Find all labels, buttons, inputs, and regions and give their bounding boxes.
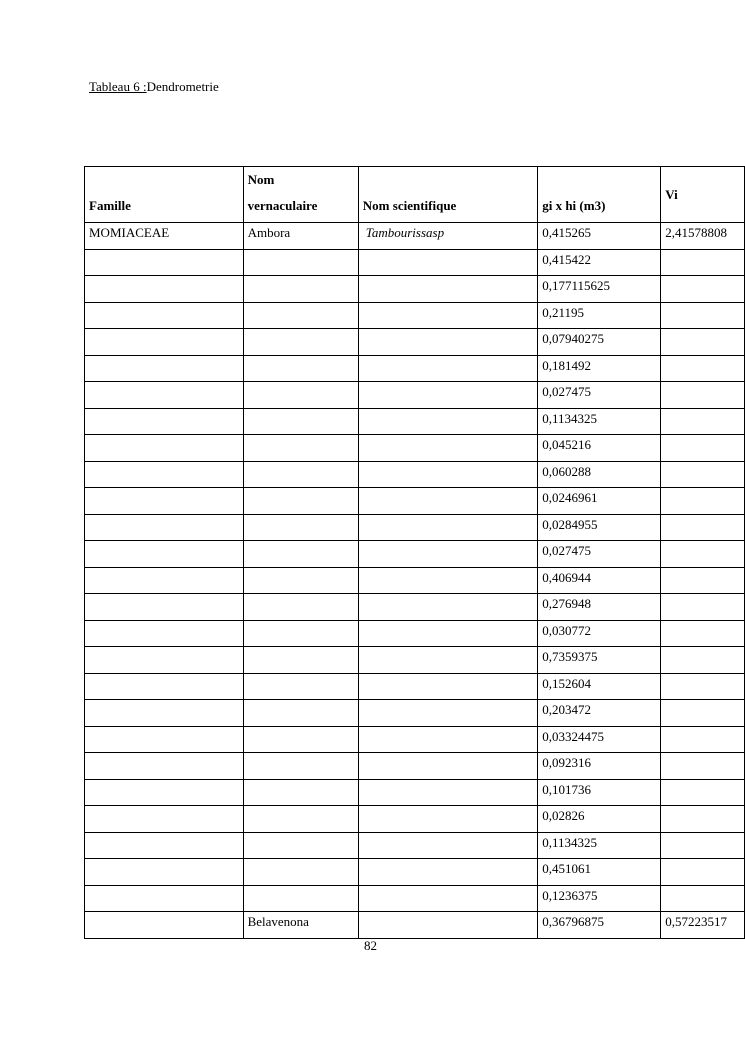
cell-vi [661,249,745,276]
table-row [85,779,745,806]
cell-famille [85,594,244,621]
cell-gi-hi: 0,1236375 [538,885,661,912]
table-row [85,859,745,886]
cell-gi-hi: 0,415422 [538,249,661,276]
cell-gi-hi: 0,101736 [538,779,661,806]
cell-famille [85,514,244,541]
cell-nom-vernaculaire [243,514,358,541]
cell-nom-vernaculaire [243,806,358,833]
cell-nom-scientifique: Tambourissasp [358,223,537,250]
table-row [85,249,745,276]
cell-nom-scientifique [358,541,537,568]
cell-vi [661,779,745,806]
cell-vi [661,726,745,753]
table-row [85,541,745,568]
cell-gi-hi: 0,21195 [538,302,661,329]
cell-vi: 0,57223517 [661,912,745,939]
table-row [85,647,745,674]
cell-nom-vernaculaire [243,541,358,568]
cell-famille [85,461,244,488]
cell-nom-scientifique [358,276,537,303]
cell-nom-vernaculaire [243,276,358,303]
cell-vi [661,514,745,541]
cell-famille [85,488,244,515]
cell-nom-scientifique [358,249,537,276]
cell-nom-vernaculaire [243,302,358,329]
cell-vi [661,541,745,568]
cell-nom-vernaculaire [243,726,358,753]
cell-nom-scientifique [358,885,537,912]
cell-vi [661,488,745,515]
table-row [85,302,745,329]
cell-nom-scientifique [358,382,537,409]
table-row [85,753,745,780]
caption-title: Dendrometrie [146,79,219,94]
cell-vi [661,276,745,303]
cell-famille [85,435,244,462]
cell-famille [85,249,244,276]
table-row [85,382,745,409]
cell-famille [85,673,244,700]
cell-nom-scientifique [358,859,537,886]
cell-nom-vernaculaire [243,355,358,382]
cell-vi [661,567,745,594]
cell-nom-vernaculaire [243,435,358,462]
table-row [85,408,745,435]
cell-nom-scientifique [358,567,537,594]
cell-vi [661,885,745,912]
cell-famille [85,806,244,833]
cell-famille [85,700,244,727]
cell-nom-vernaculaire [243,673,358,700]
cell-gi-hi: 0,152604 [538,673,661,700]
cell-nom-scientifique [358,832,537,859]
cell-nom-vernaculaire [243,488,358,515]
cell-gi-hi: 0,027475 [538,382,661,409]
cell-famille [85,832,244,859]
cell-nom-scientifique [358,806,537,833]
cell-gi-hi: 0,276948 [538,594,661,621]
cell-nom-vernaculaire [243,647,358,674]
cell-nom-scientifique [358,673,537,700]
cell-vi [661,594,745,621]
cell-nom-vernaculaire [243,382,358,409]
cell-vi [661,355,745,382]
cell-vi [661,620,745,647]
header-gi-hi: gi x hi (m3) [538,167,661,223]
cell-nom-scientifique [358,302,537,329]
cell-famille [85,408,244,435]
table-row [85,223,745,250]
cell-vi [661,461,745,488]
cell-nom-vernaculaire: Ambora [243,223,358,250]
table-row [85,276,745,303]
table-header-row [85,167,745,223]
cell-gi-hi: 0,1134325 [538,408,661,435]
table-row [85,726,745,753]
header-nom-vernaculaire-line1: Nom [247,172,275,187]
table-row [85,885,745,912]
cell-nom-vernaculaire [243,859,358,886]
cell-famille [85,329,244,356]
cell-nom-scientifique [358,726,537,753]
cell-nom-vernaculaire [243,753,358,780]
cell-nom-vernaculaire [243,408,358,435]
cell-vi [661,753,745,780]
table-row [85,912,745,939]
cell-famille [85,647,244,674]
table-row [85,832,745,859]
cell-gi-hi: 0,092316 [538,753,661,780]
cell-nom-scientifique [358,912,537,939]
header-vi: Vi [661,167,745,223]
table-row [85,700,745,727]
cell-gi-hi: 0,060288 [538,461,661,488]
cell-famille [85,276,244,303]
header-nom-vernaculaire-line2: vernaculaire [247,198,318,213]
cell-gi-hi: 0,030772 [538,620,661,647]
cell-gi-hi: 0,181492 [538,355,661,382]
cell-gi-hi: 0,177115625 [538,276,661,303]
cell-gi-hi: 0,0246961 [538,488,661,515]
cell-famille [85,620,244,647]
dendrometry-table [84,166,745,939]
cell-famille [85,726,244,753]
cell-gi-hi: 0,451061 [538,859,661,886]
cell-nom-scientifique [358,779,537,806]
cell-vi [661,832,745,859]
cell-vi [661,673,745,700]
cell-famille [85,859,244,886]
cell-nom-scientifique [358,329,537,356]
table-row [85,435,745,462]
caption-prefix: Tableau 6 : [89,79,147,94]
table-row [85,514,745,541]
cell-gi-hi: 0,36796875 [538,912,661,939]
cell-nom-scientifique [358,620,537,647]
cell-famille: MOMIACEAE [85,223,244,250]
cell-gi-hi: 0,415265 [538,223,661,250]
cell-gi-hi: 0,203472 [538,700,661,727]
cell-nom-vernaculaire [243,249,358,276]
cell-gi-hi: 0,7359375 [538,647,661,674]
page-number: 82 [364,938,377,953]
cell-gi-hi: 0,02826 [538,806,661,833]
cell-nom-scientifique [358,408,537,435]
header-nom-scientifique: Nom scientifique [358,167,537,223]
cell-gi-hi: 0,03324475 [538,726,661,753]
table-row [85,673,745,700]
table-row [85,594,745,621]
table-caption [89,79,219,95]
cell-famille [85,382,244,409]
cell-nom-vernaculaire [243,594,358,621]
header-famille: Famille [85,167,244,223]
cell-vi: 2,41578808 [661,223,745,250]
cell-nom-scientifique [358,753,537,780]
cell-vi [661,382,745,409]
cell-vi [661,302,745,329]
cell-nom-scientifique [358,435,537,462]
cell-nom-scientifique [358,594,537,621]
cell-vi [661,700,745,727]
table-body [85,223,745,939]
cell-nom-scientifique [358,514,537,541]
cell-nom-vernaculaire [243,832,358,859]
cell-nom-scientifique [358,488,537,515]
cell-gi-hi: 0,07940275 [538,329,661,356]
cell-nom-vernaculaire [243,885,358,912]
cell-gi-hi: 0,406944 [538,567,661,594]
cell-famille [85,355,244,382]
table-row [85,355,745,382]
cell-gi-hi: 0,1134325 [538,832,661,859]
cell-vi [661,859,745,886]
cell-vi [661,435,745,462]
cell-nom-vernaculaire [243,329,358,356]
table-row [85,329,745,356]
cell-nom-scientifique [358,461,537,488]
cell-nom-vernaculaire [243,567,358,594]
cell-vi [661,806,745,833]
cell-nom-scientifique [358,647,537,674]
header-nom-vernaculaire [243,167,358,223]
cell-gi-hi: 0,045216 [538,435,661,462]
cell-famille [85,885,244,912]
table-row [85,488,745,515]
table-row [85,620,745,647]
cell-vi [661,647,745,674]
cell-gi-hi: 0,027475 [538,541,661,568]
cell-nom-vernaculaire [243,620,358,647]
cell-famille [85,302,244,329]
cell-nom-vernaculaire [243,779,358,806]
table-row [85,461,745,488]
cell-nom-vernaculaire: Belavenona [243,912,358,939]
cell-nom-vernaculaire [243,461,358,488]
cell-famille [85,567,244,594]
cell-famille [85,779,244,806]
cell-famille [85,912,244,939]
table-row [85,806,745,833]
cell-gi-hi: 0,0284955 [538,514,661,541]
table-row [85,567,745,594]
cell-nom-vernaculaire [243,700,358,727]
cell-vi [661,408,745,435]
cell-famille [85,753,244,780]
cell-vi [661,329,745,356]
cell-nom-scientifique [358,700,537,727]
cell-nom-scientifique [358,355,537,382]
cell-famille [85,541,244,568]
